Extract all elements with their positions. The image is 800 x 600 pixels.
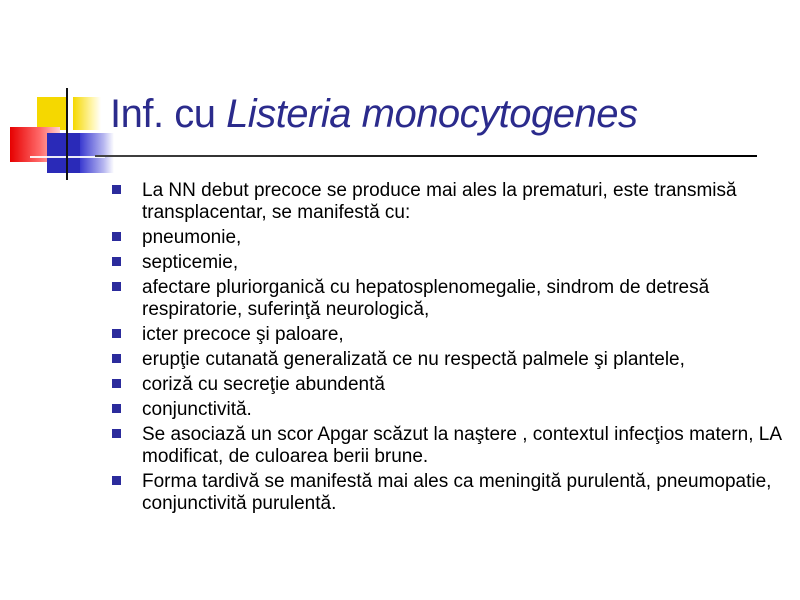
bullet-text: icter precoce şi paloare, (142, 324, 344, 345)
title-divider (95, 155, 757, 157)
list-item (112, 252, 782, 274)
blue-gradient-square (80, 133, 114, 173)
logo-vertical-line (66, 88, 68, 180)
bullet-text: septicemie, (142, 252, 239, 273)
list-item (112, 471, 782, 515)
square-bullet-icon (112, 404, 121, 413)
square-bullet-icon (112, 354, 121, 363)
bullet-list (112, 180, 782, 518)
square-bullet-icon (112, 185, 121, 194)
title-plain: Inf. cu (110, 92, 227, 136)
bullet-text: pneumonie, (142, 227, 242, 248)
square-bullet-icon (112, 476, 121, 485)
bullet-text: Forma tardivă se manifestă mai ales ca meningită purulentă, pneumopatie, conjunctivită purulentă. (142, 471, 772, 514)
list-item (112, 374, 782, 396)
square-bullet-icon (112, 232, 121, 241)
list-item (112, 227, 782, 249)
blue-square (47, 133, 81, 173)
list-item (112, 324, 782, 346)
bullet-text: afectare pluriorganică cu hepatosplenomegalie, sindrom de detresă respiratorie, suferinţă neurologică, (142, 277, 710, 320)
bullet-text: erupţie cutanată generalizată ce nu respectă palmele şi plantele, (142, 349, 685, 370)
bullet-text: La NN debut precoce se produce mai ales la prematuri, este transmisă transplacentar, se manifestă cu: (142, 180, 737, 223)
bullet-text: conjunctivită. (142, 399, 252, 420)
yellow-gradient-square (73, 97, 101, 130)
title-italic: Listeria monocytogenes (226, 92, 638, 136)
list-item (112, 349, 782, 371)
list-item (112, 399, 782, 421)
list-item (112, 424, 782, 468)
bullet-text: coriză cu secreţie abundentă (142, 374, 385, 395)
bullet-text: Se asociază un scor Apgar scăzut la naştere , contextul infecţios matern, LA modificat, de culoarea berii brune. (142, 424, 781, 467)
square-bullet-icon (112, 329, 121, 338)
list-item (112, 180, 782, 224)
decorative-squares-logo (0, 0, 120, 190)
square-bullet-icon (112, 282, 121, 291)
slide-title (110, 92, 638, 137)
square-bullet-icon (112, 429, 121, 438)
square-bullet-icon (112, 379, 121, 388)
yellow-square (37, 97, 67, 130)
list-item (112, 277, 782, 321)
square-bullet-icon (112, 257, 121, 266)
